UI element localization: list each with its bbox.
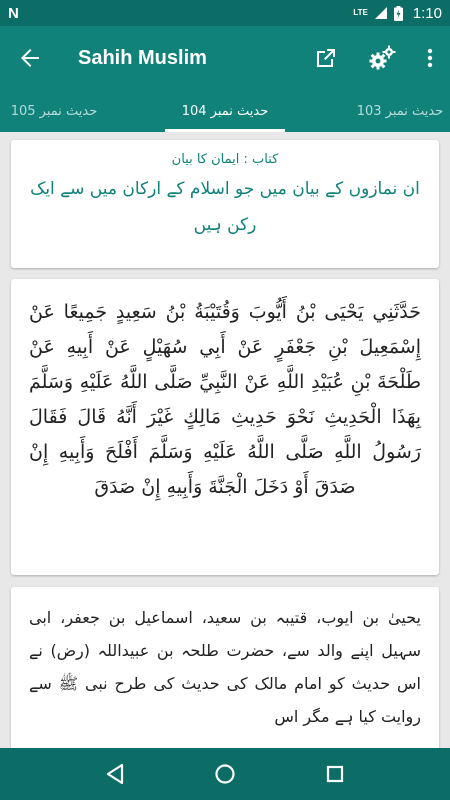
system-nav-bar (0, 748, 450, 800)
app-bar (0, 26, 450, 90)
share-button[interactable] (298, 26, 354, 90)
tab-hadith-105[interactable]: حدیث نمبر 105 (10, 103, 98, 119)
arabic-text-card (11, 279, 439, 575)
book-name: کتاب : ایمان کا بیان (171, 152, 279, 167)
hadith-content[interactable] (0, 132, 450, 748)
urdu-translation-card (11, 587, 439, 748)
battery-icon (394, 6, 403, 21)
network-type: LTE (353, 8, 368, 17)
chapter-card (11, 140, 439, 268)
hadith-arabic-text: حَدَّثَنِي يَحْيَى بْنُ أَيُّوبَ وَقُتَيْبَةُ بْنُ سَعِيدٍ جَمِيعًا عَنْ إِسْمَعِيلَ بْنِ جَعْفَرٍ عَنْ أَبِي سُهَيْلٍ عَنْ أَبِيهِ عَنْ طَلْحَةَ بْنِ عُبَيْدِ اللَّهِ عَنْ النَّبِيِّ صَلَّى اللَّهُ عَلَيْهِ وَسَلَّمَ بِهَذَا الْحَدِيثِ نَحْوَ حَدِيثِ مَالِكٍ غَيْرَ أَنَّهُ قَالَ فَقَالَ رَسُولُ اللَّهِ صَلَّى اللَّهُ عَلَيْهِ وَسَلَّمَ أَفْلَحَ وَأَبِيهِ إِنْ صَدَقَ أَوْ دَخَلَ الْجَنَّةَ وَأَبِيهِ إِنْ صَدَقَ (29, 301, 421, 498)
tab-hadith-103[interactable]: حدیث نمبر 103 (356, 103, 444, 119)
notification-icon: N (8, 4, 19, 22)
back-button[interactable] (0, 26, 60, 90)
arrow-back-icon (20, 48, 40, 68)
more-options-button[interactable] (410, 26, 450, 90)
tab-hadith-104[interactable]: حدیث نمبر 104 (181, 103, 269, 119)
nav-home-button[interactable] (200, 749, 250, 799)
hadith-tabs (0, 90, 450, 132)
status-bar (0, 0, 450, 26)
square-recents-icon (326, 765, 344, 783)
settings-button[interactable] (354, 26, 410, 90)
signal-icon (374, 6, 388, 20)
open-external-icon (315, 47, 337, 69)
nav-recents-button[interactable] (310, 749, 360, 799)
circle-home-icon (214, 763, 236, 785)
gears-icon (368, 45, 396, 71)
chapter-title: ان نمازوں کے بیان میں جو اسلام کے ارکان میں سے ایک رکن ہیں (30, 179, 420, 235)
status-indicators (353, 5, 442, 22)
nav-back-button[interactable] (90, 749, 140, 799)
hadith-urdu-text: یحییٰ بن ایوب، قتیبہ بن سعید، اسماعیل بن جعفر، ابی سہیل اپنے والد سے، حضرت طلحہ بن عبیداللہ (رض) نے اس حدیث کو امام مالک کی حدیث کی طرح نبی ﷺ سے روایت کیا ہے مگر اس (29, 608, 421, 726)
app-title: Sahih Muslim (78, 46, 207, 69)
triangle-back-icon (105, 763, 125, 785)
more-vert-icon (427, 48, 433, 68)
clock: 1:10 (412, 4, 442, 22)
